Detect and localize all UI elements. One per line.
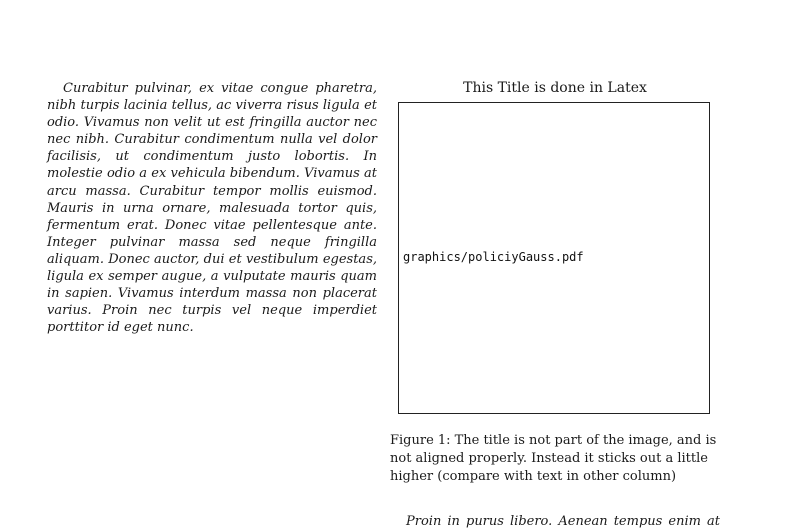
left-text-column — [47, 80, 377, 336]
left-body-paragraph: Curabitur pulvinar, ex vitae congue pharetra, nibh turpis lacinia tellus, ac viverra risus ligula et odio. Vivamus non velit ut est fringilla auctor nec nec nibh. Curabitur condimentum nulla vel dolor facilisis, ut condimentum justo lobortis. In molestie odio a ex vehicula bibendum. Vivamus at arcu massa. Curabitur tempor mollis euismod. Mauris in urna ornare, malesuada tortor quis, fermentum erat. Donec vitae pellentesque ante. Integer pulvinar massa sed neque fringilla aliquam. Donec auctor, dui et vestibulum egestas, ligula ex semper augue, a vulputate mauris quam in sapien. Vivamus interdum massa non placerat varius. Proin nec turpis vel neque imperdiet porttitor id eget nunc. — [47, 81, 377, 336]
figure-image-frame — [398, 102, 710, 414]
figure-caption-label: Figure 1: — [390, 433, 451, 448]
figure-caption-text: The title is not part of the image, and is not aligned properly. Instead it sticks out a little higher (compare with text in other column) — [390, 433, 717, 484]
figure-title: This Title is done in Latex — [463, 80, 647, 96]
figure-placeholder-path: graphics/policiyGauss.pdf — [403, 250, 584, 264]
figure-column — [390, 78, 720, 484]
figure-caption — [390, 432, 720, 486]
right-body-paragraph: Proin in purus libero. Aenean tempus enim at — [406, 514, 720, 529]
